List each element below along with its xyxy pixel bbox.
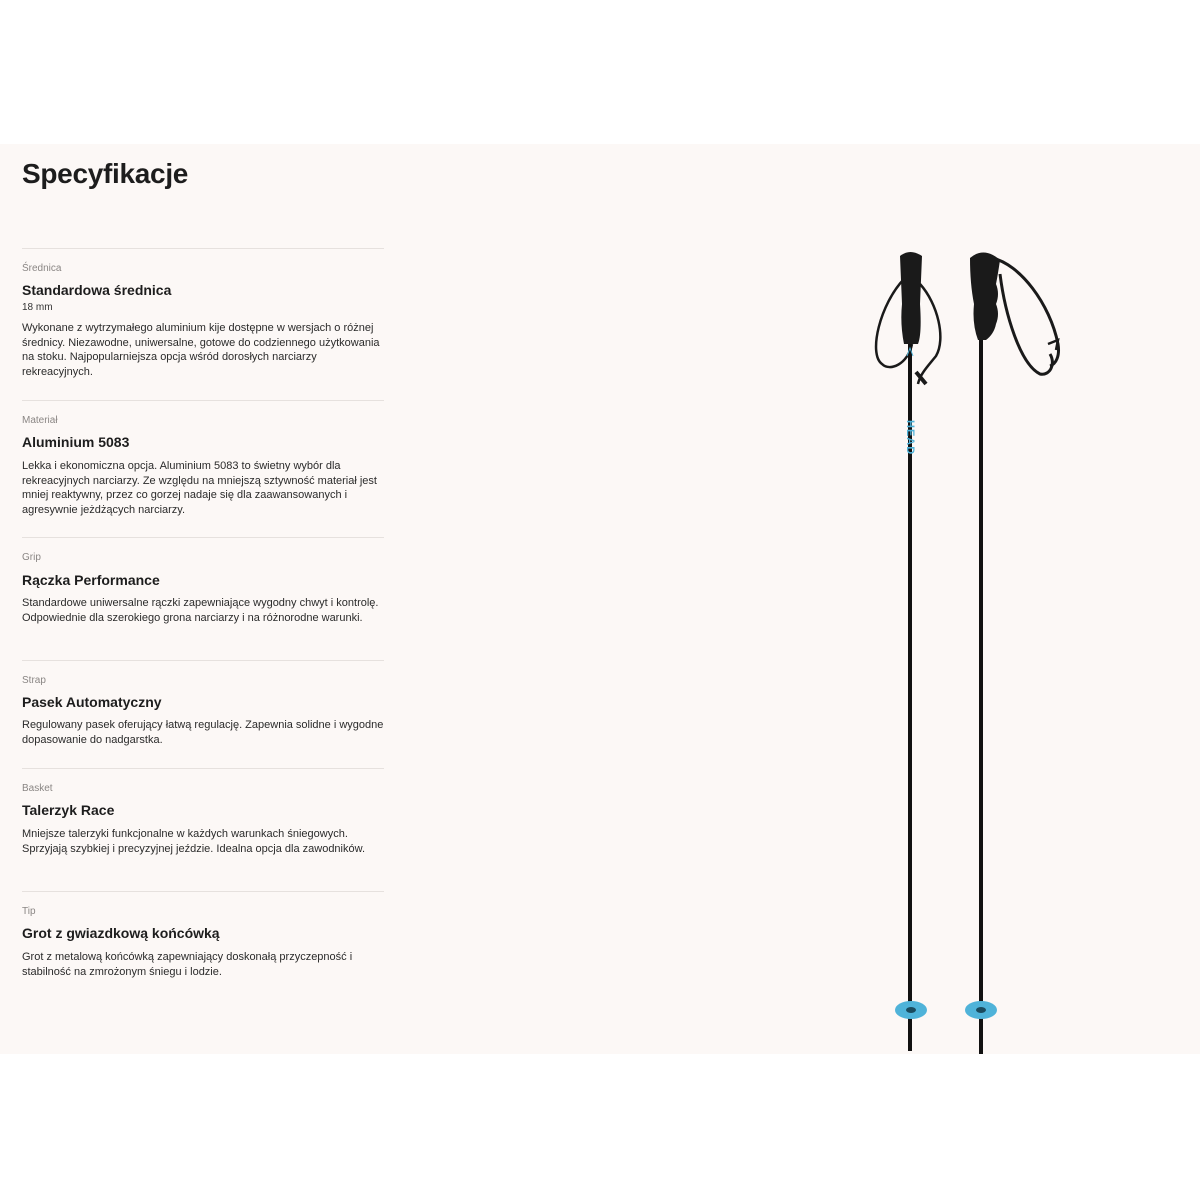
- spec-name: Talerzyk Race: [22, 802, 115, 818]
- spec-diameter: [22, 248, 384, 400]
- spec-name: Standardowa średnica: [22, 282, 172, 298]
- spec-list: [22, 248, 384, 992]
- left-pole-grip: [900, 252, 922, 344]
- spec-category: Grip: [22, 552, 41, 563]
- spec-basket: [22, 768, 384, 891]
- spec-description: Regulowany pasek oferujący łatwą regulację. Zapewnia solidne i wygodne dopasowanie do nadgarstka.: [22, 719, 384, 746]
- spec-grip: [22, 537, 384, 660]
- spec-strap: [22, 660, 384, 768]
- spec-description: Lekka i ekonomiczna opcja. Aluminium 5083 to świetny wybór dla rekreacyjnych narciarzy. Ze względu na mniejszą sztywność materiał jest mniej reaktywny, przez co gorzej nadaje się dla zaawansowanych i agresywnie jeżdżących narciarzy.: [22, 460, 377, 516]
- specifications-panel: [0, 144, 1200, 1054]
- spec-category: Materiał: [22, 415, 58, 426]
- page-title: Specyfikacje: [22, 158, 189, 189]
- spec-value: 18 mm: [22, 302, 53, 313]
- spec-category: Strap: [22, 675, 46, 686]
- right-pole-strap: [992, 258, 1059, 366]
- spec-category: Tip: [22, 906, 36, 917]
- head-logo: HEAD: [904, 420, 916, 456]
- spec-category: Średnica: [22, 263, 62, 274]
- spec-name: Rączka Performance: [22, 572, 160, 588]
- spec-name: Aluminium 5083: [22, 434, 130, 450]
- spec-description: Mniejsze talerzyki funkcjonalne w każdych warunkach śniegowych. Sprzyjają szybkiej i precyzyjnej jeździe. Idealna opcja dla zawodników.: [22, 828, 366, 855]
- spec-description: Grot z metalową końcówką zapewniający doskonałą przyczepność i stabilność na zmrożonym śniegu i lodzie.: [22, 951, 353, 978]
- spec-name: Pasek Automatyczny: [22, 694, 162, 710]
- spec-description: Standardowe uniwersalne rączki zapewniające wygodny chwyt i kontrolę. Odpowiednie dla szerokiego grona narciarzy i na różnorodne warunki.: [22, 597, 379, 624]
- right-pole-grip: [970, 252, 1000, 340]
- ski-poles-image: [860, 244, 1080, 1064]
- right-pole-shaft: [979, 334, 983, 1054]
- spec-description: Wykonane z wytrzymałego aluminium kije dostępne w wersjach o różnej średnicy. Niezawodne, uniwersalne, gotowe do codziennego użytkowania na stoku. Najpopularniejsza opcja wśród dorosłych narciarzy rekreacyjnych.: [22, 322, 380, 378]
- spec-name: Grot z gwiazdkową końcówką: [22, 925, 220, 941]
- spec-tip: [22, 891, 384, 992]
- spec-category: Basket: [22, 783, 53, 794]
- spec-material: [22, 400, 384, 537]
